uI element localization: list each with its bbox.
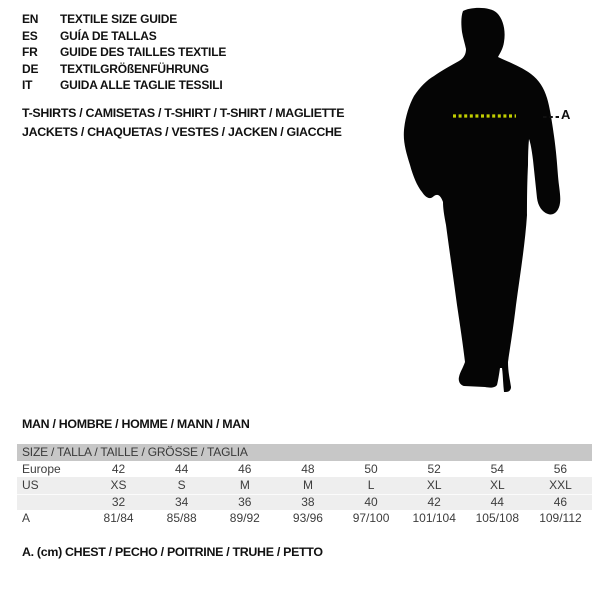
table-cell: 93/96: [292, 511, 323, 525]
table-cell: 44: [175, 461, 189, 476]
table-cell: XL: [489, 478, 505, 492]
table-cell: 81/84: [103, 511, 134, 525]
table-cell: 48: [301, 461, 315, 476]
table-cell: 40: [364, 494, 378, 509]
category-line-tshirts: T-SHIRTS / CAMISETAS / T-SHIRT / T-SHIRT / MAGLIETTE: [22, 106, 345, 120]
language-title: TEXTILE SIZE GUIDE: [60, 12, 178, 26]
table-cell: 85/88: [166, 511, 197, 525]
table-cell: 32: [111, 494, 126, 509]
table-cell: 97/100: [352, 511, 390, 525]
table-cell: 38: [301, 494, 315, 509]
measurement-legend: A. (cm) CHEST / PECHO / POITRINE / TRUHE / PETTO: [22, 545, 323, 559]
language-list: [22, 11, 226, 94]
table-cell: S: [177, 478, 186, 492]
table-cell: 34: [175, 494, 189, 509]
row-label: US: [22, 478, 39, 492]
table-cell: M: [302, 478, 313, 492]
table-cell: M: [239, 478, 250, 492]
size-table: [17, 444, 592, 527]
table-cell: 46: [553, 494, 568, 509]
table-row-numeric: [17, 494, 592, 511]
language-row: [22, 61, 226, 78]
table-cell: 36: [238, 494, 252, 509]
language-code: EN: [22, 12, 39, 26]
language-row: [22, 77, 226, 94]
table-cell: 56: [553, 461, 568, 476]
table-cell: 109/112: [539, 511, 582, 525]
measurement-a-label: A: [561, 107, 571, 122]
language-code: DE: [22, 61, 39, 76]
table-cell: 42: [111, 461, 126, 476]
table-cell: L: [367, 478, 375, 492]
table-cell: 105/108: [475, 511, 519, 525]
language-code: ES: [22, 28, 38, 43]
size-table-header: SIZE / TALLA / TAILLE / GRÖSSE / TAGLIA: [17, 444, 592, 461]
language-row: [22, 28, 226, 45]
man-silhouette-svg: [400, 0, 575, 400]
language-title: TEXTILGRÖßENFÜHRUNG: [60, 61, 209, 76]
table-cell: 42: [427, 494, 441, 509]
table-cell: XS: [110, 478, 127, 492]
table-row-chest-a: [17, 510, 592, 527]
table-cell: 54: [490, 461, 504, 476]
table-cell: 52: [427, 461, 441, 476]
language-code: IT: [22, 78, 33, 93]
table-cell: 50: [364, 461, 378, 476]
language-code: FR: [22, 45, 38, 60]
category-line-jackets: JACKETS / CHAQUETAS / VESTES / JACKEN / GIACCHE: [22, 124, 342, 139]
category-list: [22, 104, 344, 141]
language-title: GUIDA ALLE TAGLIE TESSILI: [60, 78, 223, 93]
row-label: A: [22, 511, 31, 525]
language-title: GUÍA DE TALLAS: [60, 28, 157, 43]
table-cell: 46: [238, 461, 252, 476]
table-cell: XXL: [549, 478, 572, 492]
table-row-us: [17, 477, 592, 494]
man-silhouette: [404, 8, 560, 392]
language-row: [22, 44, 226, 61]
language-row: [22, 11, 226, 28]
language-title: GUIDE DES TAILLES TEXTILE: [60, 45, 227, 60]
section-title: MAN / HOMBRE / HOMME / MANN / MAN: [22, 417, 250, 431]
table-cell: 89/92: [229, 511, 260, 525]
table-cell: 101/104: [412, 511, 456, 525]
row-label: [17, 495, 87, 511]
table-row-europe: [17, 461, 592, 478]
table-cell: XL: [426, 478, 442, 492]
row-label: Europe: [22, 461, 61, 476]
table-cell: 44: [490, 494, 504, 509]
